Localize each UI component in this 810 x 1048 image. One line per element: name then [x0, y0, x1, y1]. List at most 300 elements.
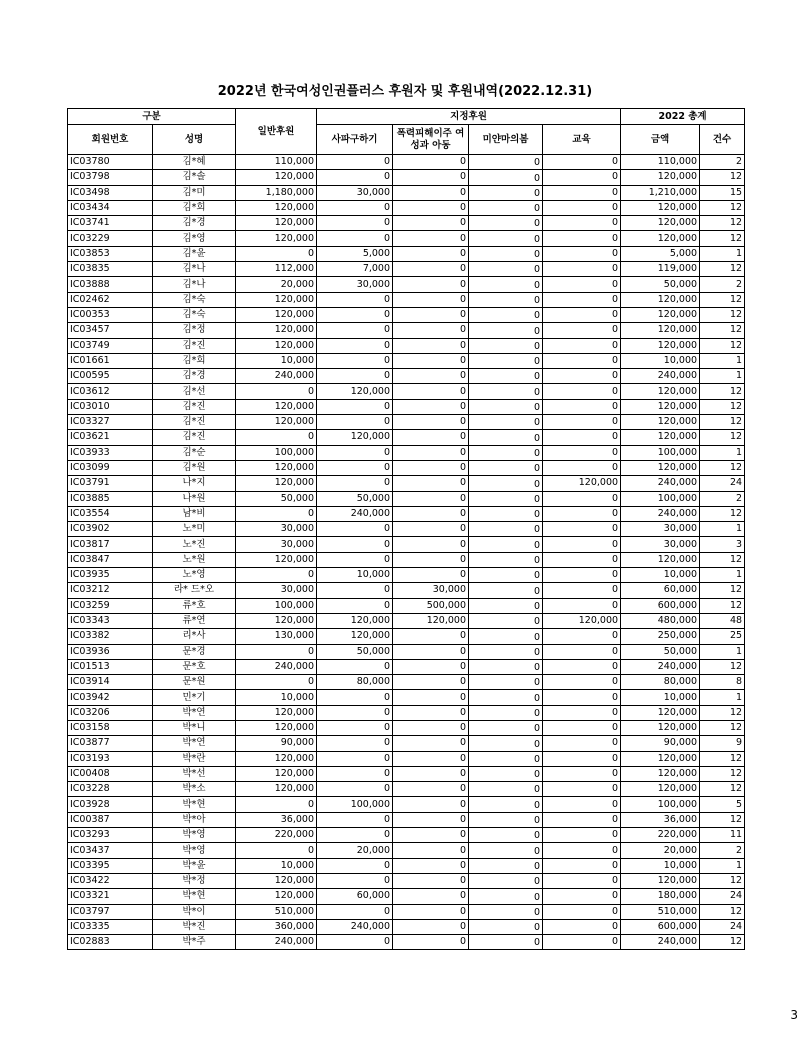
general-cell: 120,000 — [236, 476, 317, 491]
general-cell: 50,000 — [236, 491, 317, 506]
table-row — [68, 262, 745, 277]
name-cell: 문*경 — [153, 644, 236, 659]
edu-cell: 0 — [543, 170, 621, 185]
name-cell: 박*란 — [153, 751, 236, 766]
edu-cell: 0 — [543, 506, 621, 521]
count-cell: 5 — [700, 797, 745, 812]
member-no-cell: IC03902 — [68, 522, 153, 537]
edu-cell: 0 — [543, 292, 621, 307]
violence-cell: 500,000 — [393, 598, 469, 613]
table-row — [68, 537, 745, 552]
violence-cell: 0 — [393, 782, 469, 797]
violence-cell: 0 — [393, 506, 469, 521]
member-no-cell: IC00353 — [68, 307, 153, 322]
violence-cell: 0 — [393, 919, 469, 934]
name-cell: 문*호 — [153, 659, 236, 674]
general-cell: 120,000 — [236, 460, 317, 475]
sapa-cell: 0 — [317, 369, 393, 384]
sapa-cell: 0 — [317, 338, 393, 353]
sapa-cell: 0 — [317, 858, 393, 873]
amount-cell: 120,000 — [621, 399, 700, 414]
amount-cell: 120,000 — [621, 415, 700, 430]
violence-cell: 0 — [393, 537, 469, 552]
name-cell: 리*사 — [153, 629, 236, 644]
violence-cell: 0 — [393, 323, 469, 338]
table-row — [68, 598, 745, 613]
member-no-cell: IC03228 — [68, 782, 153, 797]
count-cell: 12 — [700, 705, 745, 720]
unwed-cell: 0 — [469, 690, 543, 705]
count-cell: 12 — [700, 170, 745, 185]
count-cell: 2 — [700, 491, 745, 506]
count-cell: 8 — [700, 675, 745, 690]
name-cell: 김*미 — [153, 185, 236, 200]
name-cell: 박*현 — [153, 889, 236, 904]
edu-cell: 0 — [543, 307, 621, 322]
member-no-cell: IC03335 — [68, 919, 153, 934]
name-cell: 김*진 — [153, 430, 236, 445]
general-cell: 120,000 — [236, 552, 317, 567]
edu-cell: 0 — [543, 812, 621, 827]
table-row — [68, 812, 745, 827]
table-header — [68, 109, 745, 155]
unwed-cell: 0 — [469, 353, 543, 368]
count-cell: 9 — [700, 736, 745, 751]
name-cell: 박*연 — [153, 736, 236, 751]
general-cell: 30,000 — [236, 583, 317, 598]
amount-cell: 30,000 — [621, 522, 700, 537]
member-no-cell: IC03395 — [68, 858, 153, 873]
general-cell: 120,000 — [236, 720, 317, 735]
count-cell: 12 — [700, 873, 745, 888]
edu-cell: 0 — [543, 155, 621, 170]
edu-cell: 0 — [543, 568, 621, 583]
name-cell: 박*선 — [153, 766, 236, 781]
unwed-cell: 0 — [469, 200, 543, 215]
count-cell: 48 — [700, 613, 745, 628]
amount-cell: 120,000 — [621, 705, 700, 720]
amount-cell: 100,000 — [621, 445, 700, 460]
table-row — [68, 935, 745, 950]
count-cell: 24 — [700, 919, 745, 934]
edu-cell: 120,000 — [543, 613, 621, 628]
general-cell: 130,000 — [236, 629, 317, 644]
general-cell: 510,000 — [236, 904, 317, 919]
sapa-cell: 0 — [317, 476, 393, 491]
unwed-cell: 0 — [469, 338, 543, 353]
sapa-cell: 0 — [317, 460, 393, 475]
general-cell: 240,000 — [236, 659, 317, 674]
member-no-cell: IC03798 — [68, 170, 153, 185]
violence-cell: 0 — [393, 889, 469, 904]
violence-cell: 0 — [393, 904, 469, 919]
count-cell: 12 — [700, 659, 745, 674]
edu-cell: 0 — [543, 262, 621, 277]
amount-cell: 120,000 — [621, 292, 700, 307]
table-row — [68, 460, 745, 475]
general-cell: 0 — [236, 246, 317, 261]
violence-cell: 0 — [393, 476, 469, 491]
name-cell: 김*나 — [153, 262, 236, 277]
name-cell: 박*주 — [153, 935, 236, 950]
count-cell: 1 — [700, 568, 745, 583]
name-cell: 노*진 — [153, 537, 236, 552]
count-cell: 3 — [700, 537, 745, 552]
name-cell: 김*혜 — [153, 155, 236, 170]
table-row — [68, 766, 745, 781]
violence-cell: 0 — [393, 873, 469, 888]
table-row — [68, 277, 745, 292]
unwed-cell: 0 — [469, 246, 543, 261]
sapa-cell: 50,000 — [317, 491, 393, 506]
violence-cell: 0 — [393, 522, 469, 537]
edu-cell: 0 — [543, 843, 621, 858]
unwed-cell: 0 — [469, 185, 543, 200]
table-row — [68, 690, 745, 705]
unwed-cell: 0 — [469, 323, 543, 338]
violence-cell: 0 — [393, 491, 469, 506]
violence-cell: 0 — [393, 307, 469, 322]
member-no-cell: IC03099 — [68, 460, 153, 475]
amount-cell: 119,000 — [621, 262, 700, 277]
general-cell: 0 — [236, 568, 317, 583]
amount-cell: 120,000 — [621, 231, 700, 246]
violence-cell: 0 — [393, 369, 469, 384]
general-cell: 240,000 — [236, 369, 317, 384]
sapa-cell: 0 — [317, 170, 393, 185]
edu-cell: 0 — [543, 338, 621, 353]
edu-cell: 0 — [543, 430, 621, 445]
count-cell: 12 — [700, 460, 745, 475]
name-cell: 김*영 — [153, 231, 236, 246]
member-no-cell: IC03437 — [68, 843, 153, 858]
edu-cell: 0 — [543, 858, 621, 873]
count-cell: 1 — [700, 369, 745, 384]
count-cell: 12 — [700, 399, 745, 414]
sapa-cell: 0 — [317, 828, 393, 843]
general-cell: 20,000 — [236, 277, 317, 292]
count-cell: 24 — [700, 889, 745, 904]
table-row — [68, 445, 745, 460]
general-cell: 10,000 — [236, 858, 317, 873]
amount-cell: 20,000 — [621, 843, 700, 858]
unwed-cell: 0 — [469, 904, 543, 919]
name-cell: 박*정 — [153, 873, 236, 888]
name-cell: 박*소 — [153, 782, 236, 797]
name-cell: 박*니 — [153, 720, 236, 735]
table-row — [68, 338, 745, 353]
amount-cell: 220,000 — [621, 828, 700, 843]
count-cell: 12 — [700, 200, 745, 215]
page-number: 3 — [790, 1008, 798, 1022]
count-cell: 1 — [700, 445, 745, 460]
amount-cell: 240,000 — [621, 659, 700, 674]
member-no-cell: IC03343 — [68, 613, 153, 628]
member-no-cell: IC03327 — [68, 415, 153, 430]
name-cell: 박*현 — [153, 797, 236, 812]
unwed-cell: 0 — [469, 858, 543, 873]
member-no-cell: IC03853 — [68, 246, 153, 261]
count-cell: 1 — [700, 353, 745, 368]
amount-cell: 600,000 — [621, 598, 700, 613]
count-cell: 12 — [700, 338, 745, 353]
member-no-cell: IC03847 — [68, 552, 153, 567]
violence-cell: 0 — [393, 766, 469, 781]
table-row — [68, 476, 745, 491]
general-cell: 240,000 — [236, 935, 317, 950]
violence-cell: 30,000 — [393, 583, 469, 598]
table-row — [68, 797, 745, 812]
general-cell: 120,000 — [236, 323, 317, 338]
count-cell: 1 — [700, 858, 745, 873]
table-row — [68, 506, 745, 521]
general-cell: 120,000 — [236, 292, 317, 307]
amount-cell: 120,000 — [621, 307, 700, 322]
amount-cell: 240,000 — [621, 369, 700, 384]
name-cell: 김*진 — [153, 399, 236, 414]
sapa-cell: 0 — [317, 399, 393, 414]
general-cell: 120,000 — [236, 782, 317, 797]
table-row — [68, 828, 745, 843]
amount-cell: 50,000 — [621, 644, 700, 659]
sapa-cell: 30,000 — [317, 277, 393, 292]
edu-cell: 0 — [543, 766, 621, 781]
count-cell: 12 — [700, 720, 745, 735]
edu-cell: 0 — [543, 629, 621, 644]
unwed-cell: 0 — [469, 384, 543, 399]
general-cell: 10,000 — [236, 353, 317, 368]
table-row — [68, 170, 745, 185]
amount-cell: 120,000 — [621, 170, 700, 185]
name-cell: 류*호 — [153, 598, 236, 613]
amount-cell: 10,000 — [621, 858, 700, 873]
name-cell: 나*원 — [153, 491, 236, 506]
unwed-cell: 0 — [469, 537, 543, 552]
name-cell: 박*영 — [153, 828, 236, 843]
name-cell: 김*나 — [153, 277, 236, 292]
count-cell: 1 — [700, 690, 745, 705]
violence-cell: 0 — [393, 797, 469, 812]
sapa-cell: 0 — [317, 583, 393, 598]
general-cell: 220,000 — [236, 828, 317, 843]
sapa-cell: 0 — [317, 705, 393, 720]
edu-cell: 0 — [543, 736, 621, 751]
edu-cell: 0 — [543, 675, 621, 690]
table-row — [68, 307, 745, 322]
unwed-cell: 0 — [469, 445, 543, 460]
general-cell: 120,000 — [236, 751, 317, 766]
unwed-cell: 0 — [469, 919, 543, 934]
sapa-cell: 0 — [317, 231, 393, 246]
sapa-cell: 0 — [317, 522, 393, 537]
header-sapa: 사파구하기 — [317, 125, 393, 155]
amount-cell: 120,000 — [621, 384, 700, 399]
amount-cell: 10,000 — [621, 353, 700, 368]
sapa-cell: 30,000 — [317, 185, 393, 200]
unwed-cell: 0 — [469, 307, 543, 322]
edu-cell: 0 — [543, 690, 621, 705]
amount-cell: 120,000 — [621, 766, 700, 781]
sapa-cell: 0 — [317, 736, 393, 751]
unwed-cell: 0 — [469, 613, 543, 628]
amount-cell: 240,000 — [621, 506, 700, 521]
amount-cell: 90,000 — [621, 736, 700, 751]
sapa-cell: 0 — [317, 292, 393, 307]
sapa-cell: 0 — [317, 935, 393, 950]
sapa-cell: 0 — [317, 353, 393, 368]
general-cell: 100,000 — [236, 598, 317, 613]
name-cell: 김*진 — [153, 415, 236, 430]
table-row — [68, 629, 745, 644]
name-cell: 노*미 — [153, 522, 236, 537]
table-row — [68, 384, 745, 399]
violence-cell: 0 — [393, 277, 469, 292]
unwed-cell: 0 — [469, 705, 543, 720]
name-cell: 김*윤 — [153, 246, 236, 261]
edu-cell: 0 — [543, 598, 621, 613]
table-row — [68, 491, 745, 506]
header-group-total: 2022 총계 — [621, 109, 745, 125]
header-amount: 금액 — [621, 125, 700, 155]
violence-cell: 0 — [393, 155, 469, 170]
table-row — [68, 705, 745, 720]
sapa-cell: 100,000 — [317, 797, 393, 812]
amount-cell: 120,000 — [621, 751, 700, 766]
unwed-cell: 0 — [469, 843, 543, 858]
table-row — [68, 644, 745, 659]
header-violence-label: 폭력피해이주 여성과 아동 — [396, 127, 465, 151]
table-row — [68, 843, 745, 858]
member-no-cell: IC03321 — [68, 889, 153, 904]
edu-cell: 0 — [543, 705, 621, 720]
amount-cell: 100,000 — [621, 491, 700, 506]
amount-cell: 80,000 — [621, 675, 700, 690]
member-no-cell: IC03928 — [68, 797, 153, 812]
edu-cell: 0 — [543, 491, 621, 506]
edu-cell: 120,000 — [543, 476, 621, 491]
sapa-cell: 120,000 — [317, 430, 393, 445]
violence-cell: 0 — [393, 445, 469, 460]
table-row — [68, 583, 745, 598]
unwed-cell: 0 — [469, 782, 543, 797]
general-cell: 120,000 — [236, 307, 317, 322]
edu-cell: 0 — [543, 323, 621, 338]
violence-cell: 0 — [393, 216, 469, 231]
sapa-cell: 20,000 — [317, 843, 393, 858]
unwed-cell: 0 — [469, 751, 543, 766]
edu-cell: 0 — [543, 935, 621, 950]
unwed-cell: 0 — [469, 170, 543, 185]
member-no-cell: IC03780 — [68, 155, 153, 170]
sapa-cell: 10,000 — [317, 568, 393, 583]
amount-cell: 480,000 — [621, 613, 700, 628]
name-cell: 김*희 — [153, 200, 236, 215]
unwed-cell: 0 — [469, 598, 543, 613]
amount-cell: 180,000 — [621, 889, 700, 904]
general-cell: 120,000 — [236, 705, 317, 720]
member-no-cell: IC00595 — [68, 369, 153, 384]
unwed-cell: 0 — [469, 644, 543, 659]
member-no-cell: IC03212 — [68, 583, 153, 598]
edu-cell: 0 — [543, 277, 621, 292]
general-cell: 0 — [236, 506, 317, 521]
amount-cell: 120,000 — [621, 782, 700, 797]
table-row — [68, 399, 745, 414]
member-no-cell: IC03877 — [68, 736, 153, 751]
amount-cell: 120,000 — [621, 552, 700, 567]
unwed-cell: 0 — [469, 720, 543, 735]
violence-cell: 0 — [393, 644, 469, 659]
member-no-cell: IC03885 — [68, 491, 153, 506]
count-cell: 2 — [700, 277, 745, 292]
unwed-cell: 0 — [469, 736, 543, 751]
table-row — [68, 522, 745, 537]
name-cell: 박*연 — [153, 705, 236, 720]
count-cell: 12 — [700, 766, 745, 781]
name-cell: 김*솔 — [153, 170, 236, 185]
sapa-cell: 0 — [317, 552, 393, 567]
amount-cell: 120,000 — [621, 873, 700, 888]
member-no-cell: IC03193 — [68, 751, 153, 766]
sapa-cell: 0 — [317, 904, 393, 919]
table-row — [68, 231, 745, 246]
general-cell: 120,000 — [236, 415, 317, 430]
count-cell: 24 — [700, 476, 745, 491]
count-cell: 12 — [700, 598, 745, 613]
table-row — [68, 430, 745, 445]
count-cell: 12 — [700, 583, 745, 598]
header-count: 건수 — [700, 125, 745, 155]
general-cell: 120,000 — [236, 216, 317, 231]
member-no-cell: IC03797 — [68, 904, 153, 919]
edu-cell: 0 — [543, 460, 621, 475]
table-row — [68, 736, 745, 751]
member-no-cell: IC02883 — [68, 935, 153, 950]
count-cell: 12 — [700, 935, 745, 950]
unwed-cell: 0 — [469, 216, 543, 231]
sapa-cell: 7,000 — [317, 262, 393, 277]
edu-cell: 0 — [543, 369, 621, 384]
edu-cell: 0 — [543, 246, 621, 261]
unwed-cell: 0 — [469, 292, 543, 307]
amount-cell: 50,000 — [621, 277, 700, 292]
table-row — [68, 659, 745, 674]
general-cell: 120,000 — [236, 231, 317, 246]
edu-cell: 0 — [543, 185, 621, 200]
unwed-cell: 0 — [469, 766, 543, 781]
count-cell: 2 — [700, 155, 745, 170]
general-cell: 1,180,000 — [236, 185, 317, 200]
sapa-cell: 0 — [317, 659, 393, 674]
unwed-cell: 0 — [469, 415, 543, 430]
name-cell: 김*경 — [153, 369, 236, 384]
unwed-cell: 0 — [469, 506, 543, 521]
count-cell: 12 — [700, 292, 745, 307]
unwed-cell: 0 — [469, 568, 543, 583]
amount-cell: 250,000 — [621, 629, 700, 644]
member-no-cell: IC03293 — [68, 828, 153, 843]
table-row — [68, 613, 745, 628]
member-no-cell: IC01661 — [68, 353, 153, 368]
violence-cell: 0 — [393, 262, 469, 277]
unwed-cell: 0 — [469, 231, 543, 246]
general-cell: 30,000 — [236, 537, 317, 552]
sapa-cell: 0 — [317, 598, 393, 613]
amount-cell: 120,000 — [621, 200, 700, 215]
sapa-cell: 0 — [317, 812, 393, 827]
name-cell: 김*정 — [153, 323, 236, 338]
sapa-cell: 60,000 — [317, 889, 393, 904]
